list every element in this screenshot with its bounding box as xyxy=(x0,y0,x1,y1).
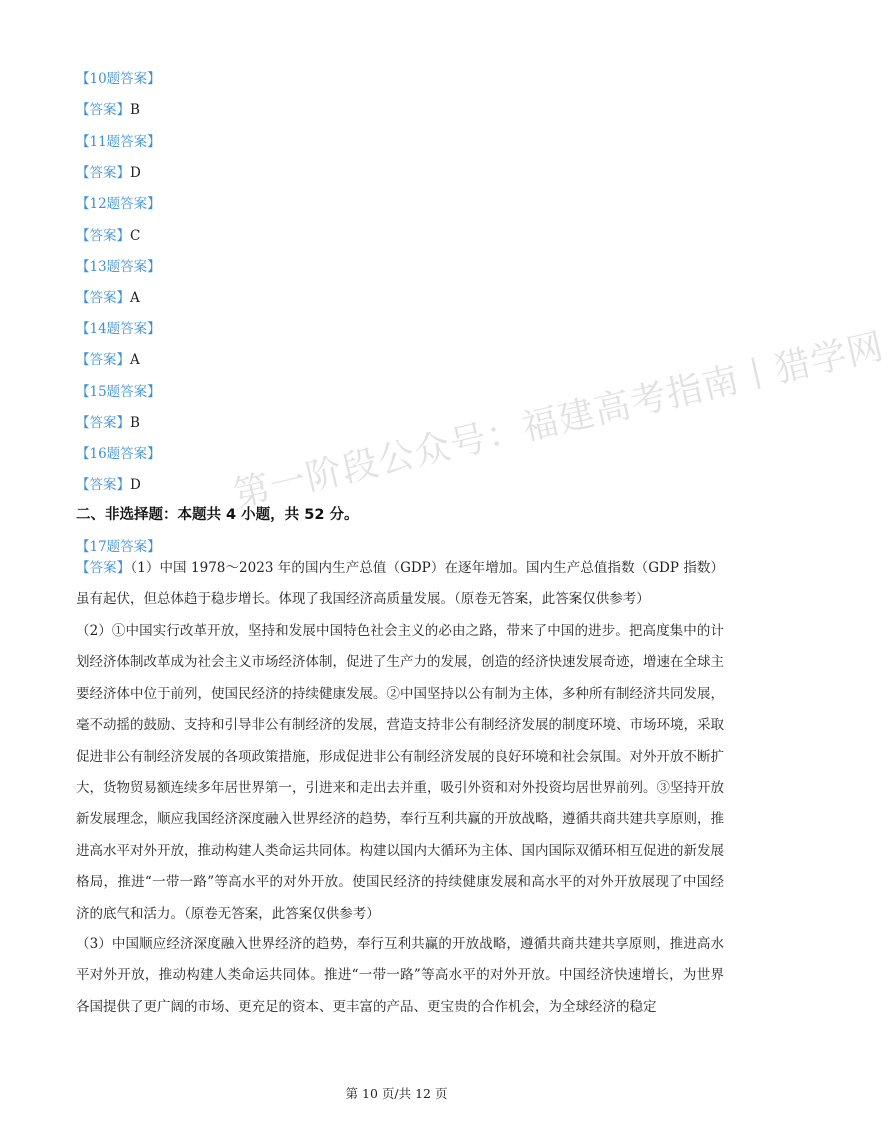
q17-part2: （2）①中国实行改革开放，坚持和发展中国特色社会主义的必由之路，带来了中国的进步。把高度集中的计划经济体制改革成为社会主义市场经济体制，促进了生产力的发展，创造的经济快速发展奇迹，增速在全球主要经济体中位于前列，使国民经济的持续健康发展。②中国坚持以公有制为主体，多种所有制经济共同发展，毫不动摇的鼓励、支持和引导非公有制经济的发展，营造支持非公有制经济发展的制度环境、市场环境，采取促进非公有制经济发展的各项政策措施，形成促进非公有制经济发展的良好环境和社会氛围。对外开放不断扩大，货物贸易额连续多年居世界第一，引进来和走出去并重，吸引外资和对外投资均居世界前列。③坚持开放新发展理念，顺应我国经济深度融入世界经济的趋势，奉行互利共赢的开放战略，遵循共商共建共享原则，推进高水平对外开放，推动构建人类命运共同体。构建以国内大循环为主体、国内国际双循环相互促进的新发展格局，推进“一带一路”等高水平的对外开放。使国民经济的持续健康发展和高水平的对外开放展现了中国经济的底气和活力。（原卷无答案，此答案仅供参考） xyxy=(76,623,724,922)
answer-header-15: 【15题答案】 xyxy=(76,384,161,400)
answer-value: A xyxy=(130,290,140,306)
q17-part1 xyxy=(76,553,724,616)
answer-header-17: 【17题答案】 xyxy=(76,539,161,555)
answer-value: C xyxy=(130,228,141,244)
answer-tag: 【答案】 xyxy=(76,165,130,181)
answer-header-10: 【10题答案】 xyxy=(76,71,161,87)
answer-value: D xyxy=(130,165,141,181)
answer-line-11 xyxy=(76,161,141,181)
answer-header-13: 【13题答案】 xyxy=(76,259,161,275)
answer-line-13 xyxy=(76,286,140,306)
answer-value: D xyxy=(130,477,141,493)
answer-tag: 【答案】 xyxy=(76,477,130,493)
answer-line-10 xyxy=(76,98,140,118)
answer-tag: 【答案】 xyxy=(76,102,130,118)
section-title: 二、非选择题：本题共 4 小题，共 52 分。 xyxy=(76,507,359,523)
answer-header-11: 【11题答案】 xyxy=(76,134,161,150)
watermark: 第一阶段公众号：福建高考指南丨猎学网 xyxy=(229,325,888,516)
page-footer: 第 10 页/共 12 页 xyxy=(345,1086,448,1101)
answer-header-12: 【12题答案】 xyxy=(76,196,161,212)
answer-header-14: 【14题答案】 xyxy=(76,321,161,337)
answer-value: B xyxy=(130,415,140,431)
answer-tag: 【答案】 xyxy=(76,228,130,244)
answer-line-16 xyxy=(76,473,141,493)
answer-line-15 xyxy=(76,411,140,431)
answer-tag: 【答案】 xyxy=(76,415,130,431)
answer-value: B xyxy=(130,102,140,118)
answer-tag: 【答案】 xyxy=(76,290,130,306)
q17-part3: （3）中国顺应经济深度融入世界经济的趋势，奉行互利共赢的开放战略，遵循共商共建共享原则，推进高水平对外开放，推动构建人类命运共同体。推进“一带一路”等高水平的对外开放。中国经济快速增长，为世界各国提供了更广阔的市场、更充足的资本、更丰富的产品、更宝贵的合作机会，为全球经济的稳定 xyxy=(76,936,724,1015)
answer-header-16: 【16题答案】 xyxy=(76,446,161,462)
answer-line-14 xyxy=(76,348,140,368)
answer-line-12 xyxy=(76,224,140,244)
answer-value: A xyxy=(130,352,140,368)
answer-tag: 【答案】 xyxy=(76,352,130,368)
answer-tag: 【答案】 xyxy=(76,560,131,576)
q17-part1-text: （1）中国 1978～2023 年的国内生产总值（GDP）在逐年增加。国内生产总值指数（GDP 指数）虽有起伏，但总体趋于稳步增长。体现了我国经济高质量发展。（原卷无答案，此答案仅供参考） xyxy=(76,560,725,608)
